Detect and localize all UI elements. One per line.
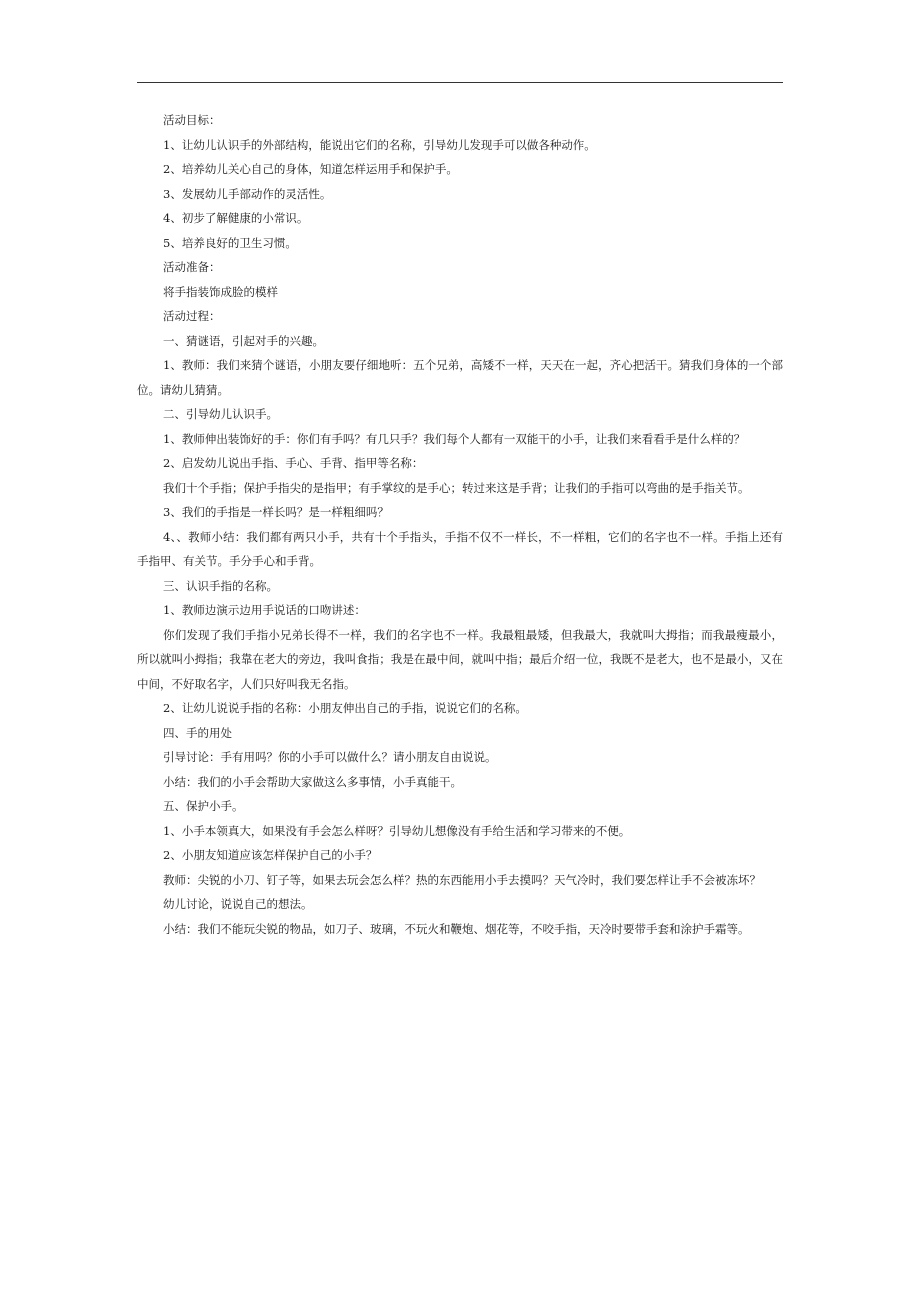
goal-item: 3、发展幼儿手部动作的灵活性。	[163, 186, 332, 201]
step-paragraph: 小结：我们不能玩尖锐的物品，如刀子、玻璃，不玩火和鞭炮、烟花等，不咬手指，天冷时要带手套和涂护手霜等。	[163, 921, 750, 936]
step-paragraph: 1、教师边演示边用手说话的口吻讲述：	[163, 603, 366, 617]
section-heading-preparation: 活动准备：	[163, 260, 221, 274]
step-paragraph: 你们发现了我们手指小兄弟长得不一样，我们的名字也不一样。我最粗最矮，但我最大，我就叫大拇指；而我最瘦最小，所以就叫小拇指；我靠在老大的旁边，我叫食指；我是在最中间，就叫中指；最后介绍一位，我既不是老大，也不是最小，又在中间，不好取名字，人们只好叫我无名指。	[137, 627, 783, 691]
step-heading: 四、手的用处	[163, 725, 232, 740]
section-heading-goals: 活动目标：	[163, 113, 221, 127]
document-body	[137, 108, 783, 941]
step-paragraph: 幼儿讨论，说说自己的想法。	[163, 897, 313, 911]
preparation-text: 将手指装饰成脸的模样	[163, 284, 278, 299]
step-paragraph: 引导讨论：手有用吗？你的小手可以做什么？请小朋友自由说说。	[163, 750, 497, 764]
step-paragraph: 小结：我们的小手会帮助大家做这么多事情，小手真能干。	[163, 774, 462, 789]
step-heading: 五、保护小手。	[163, 799, 244, 813]
step-paragraph: 教师：尖锐的小刀、钉子等，如果去玩会怎么样？热的东西能用小手去摸吗？天气冷时，我们要怎样让手不会被冻坏？	[163, 872, 761, 887]
step-heading: 二、引导幼儿认识手。	[163, 407, 278, 421]
step-paragraph: 1、小手本领真大，如果没有手会怎么样呀？引导幼儿想像没有手给生活和学习带来的不便。	[163, 823, 631, 838]
step-paragraph: 我们十个手指；保护手指尖的是指甲；有手掌纹的是手心；转过来这是手背；让我们的手指可以弯曲的是手指关节。	[163, 480, 750, 495]
step-paragraph: 4、、教师小结：我们都有两只小手，共有十个手指头，手指不仅不一样长，不一样粗，它们的名字也不一样。手指上还有手指甲、有关节。手分手心和手背。	[137, 529, 783, 568]
step-paragraph: 2、让幼儿说说手指的名称：小朋友伸出自己的手指，说说它们的名称。	[163, 701, 527, 715]
step-paragraph: 1、教师伸出装饰好的手：你们有手吗？有几只手？我们每个人都有一双能干的小手，让我们来看看手是什么样的？	[163, 431, 746, 446]
goal-item: 1、让幼儿认识手的外部结构，能说出它们的名称，引导幼儿发现手可以做各种动作。	[163, 137, 596, 152]
step-paragraph: 2、小朋友知道应该怎样保护自己的小手？	[163, 848, 378, 862]
step-paragraph: 2、启发幼儿说出手指、手心、手背、指甲等名称：	[163, 456, 424, 470]
goal-item: 2、培养幼儿关心自己的身体，知道怎样运用手和保护手。	[163, 162, 458, 176]
step-heading: 一、猜谜语，引起对手的兴趣。	[163, 333, 324, 348]
goal-item: 4、初步了解健康的小常识。	[163, 211, 309, 225]
goal-item: 5、培养良好的卫生习惯。	[163, 235, 297, 250]
section-heading-process: 活动过程：	[163, 309, 221, 323]
step-paragraph: 1、教师：我们来猜个谜语，小朋友要仔细地听：五个兄弟，高矮不一样，天天在一起，齐心把活干。猜我们身体的一个部位。请幼儿猜猜。	[137, 358, 783, 397]
header-rule	[137, 82, 783, 83]
step-heading: 三、认识手指的名称。	[163, 578, 278, 593]
step-paragraph: 3、我们的手指是一样长吗？是一样粗细吗？	[163, 505, 389, 519]
